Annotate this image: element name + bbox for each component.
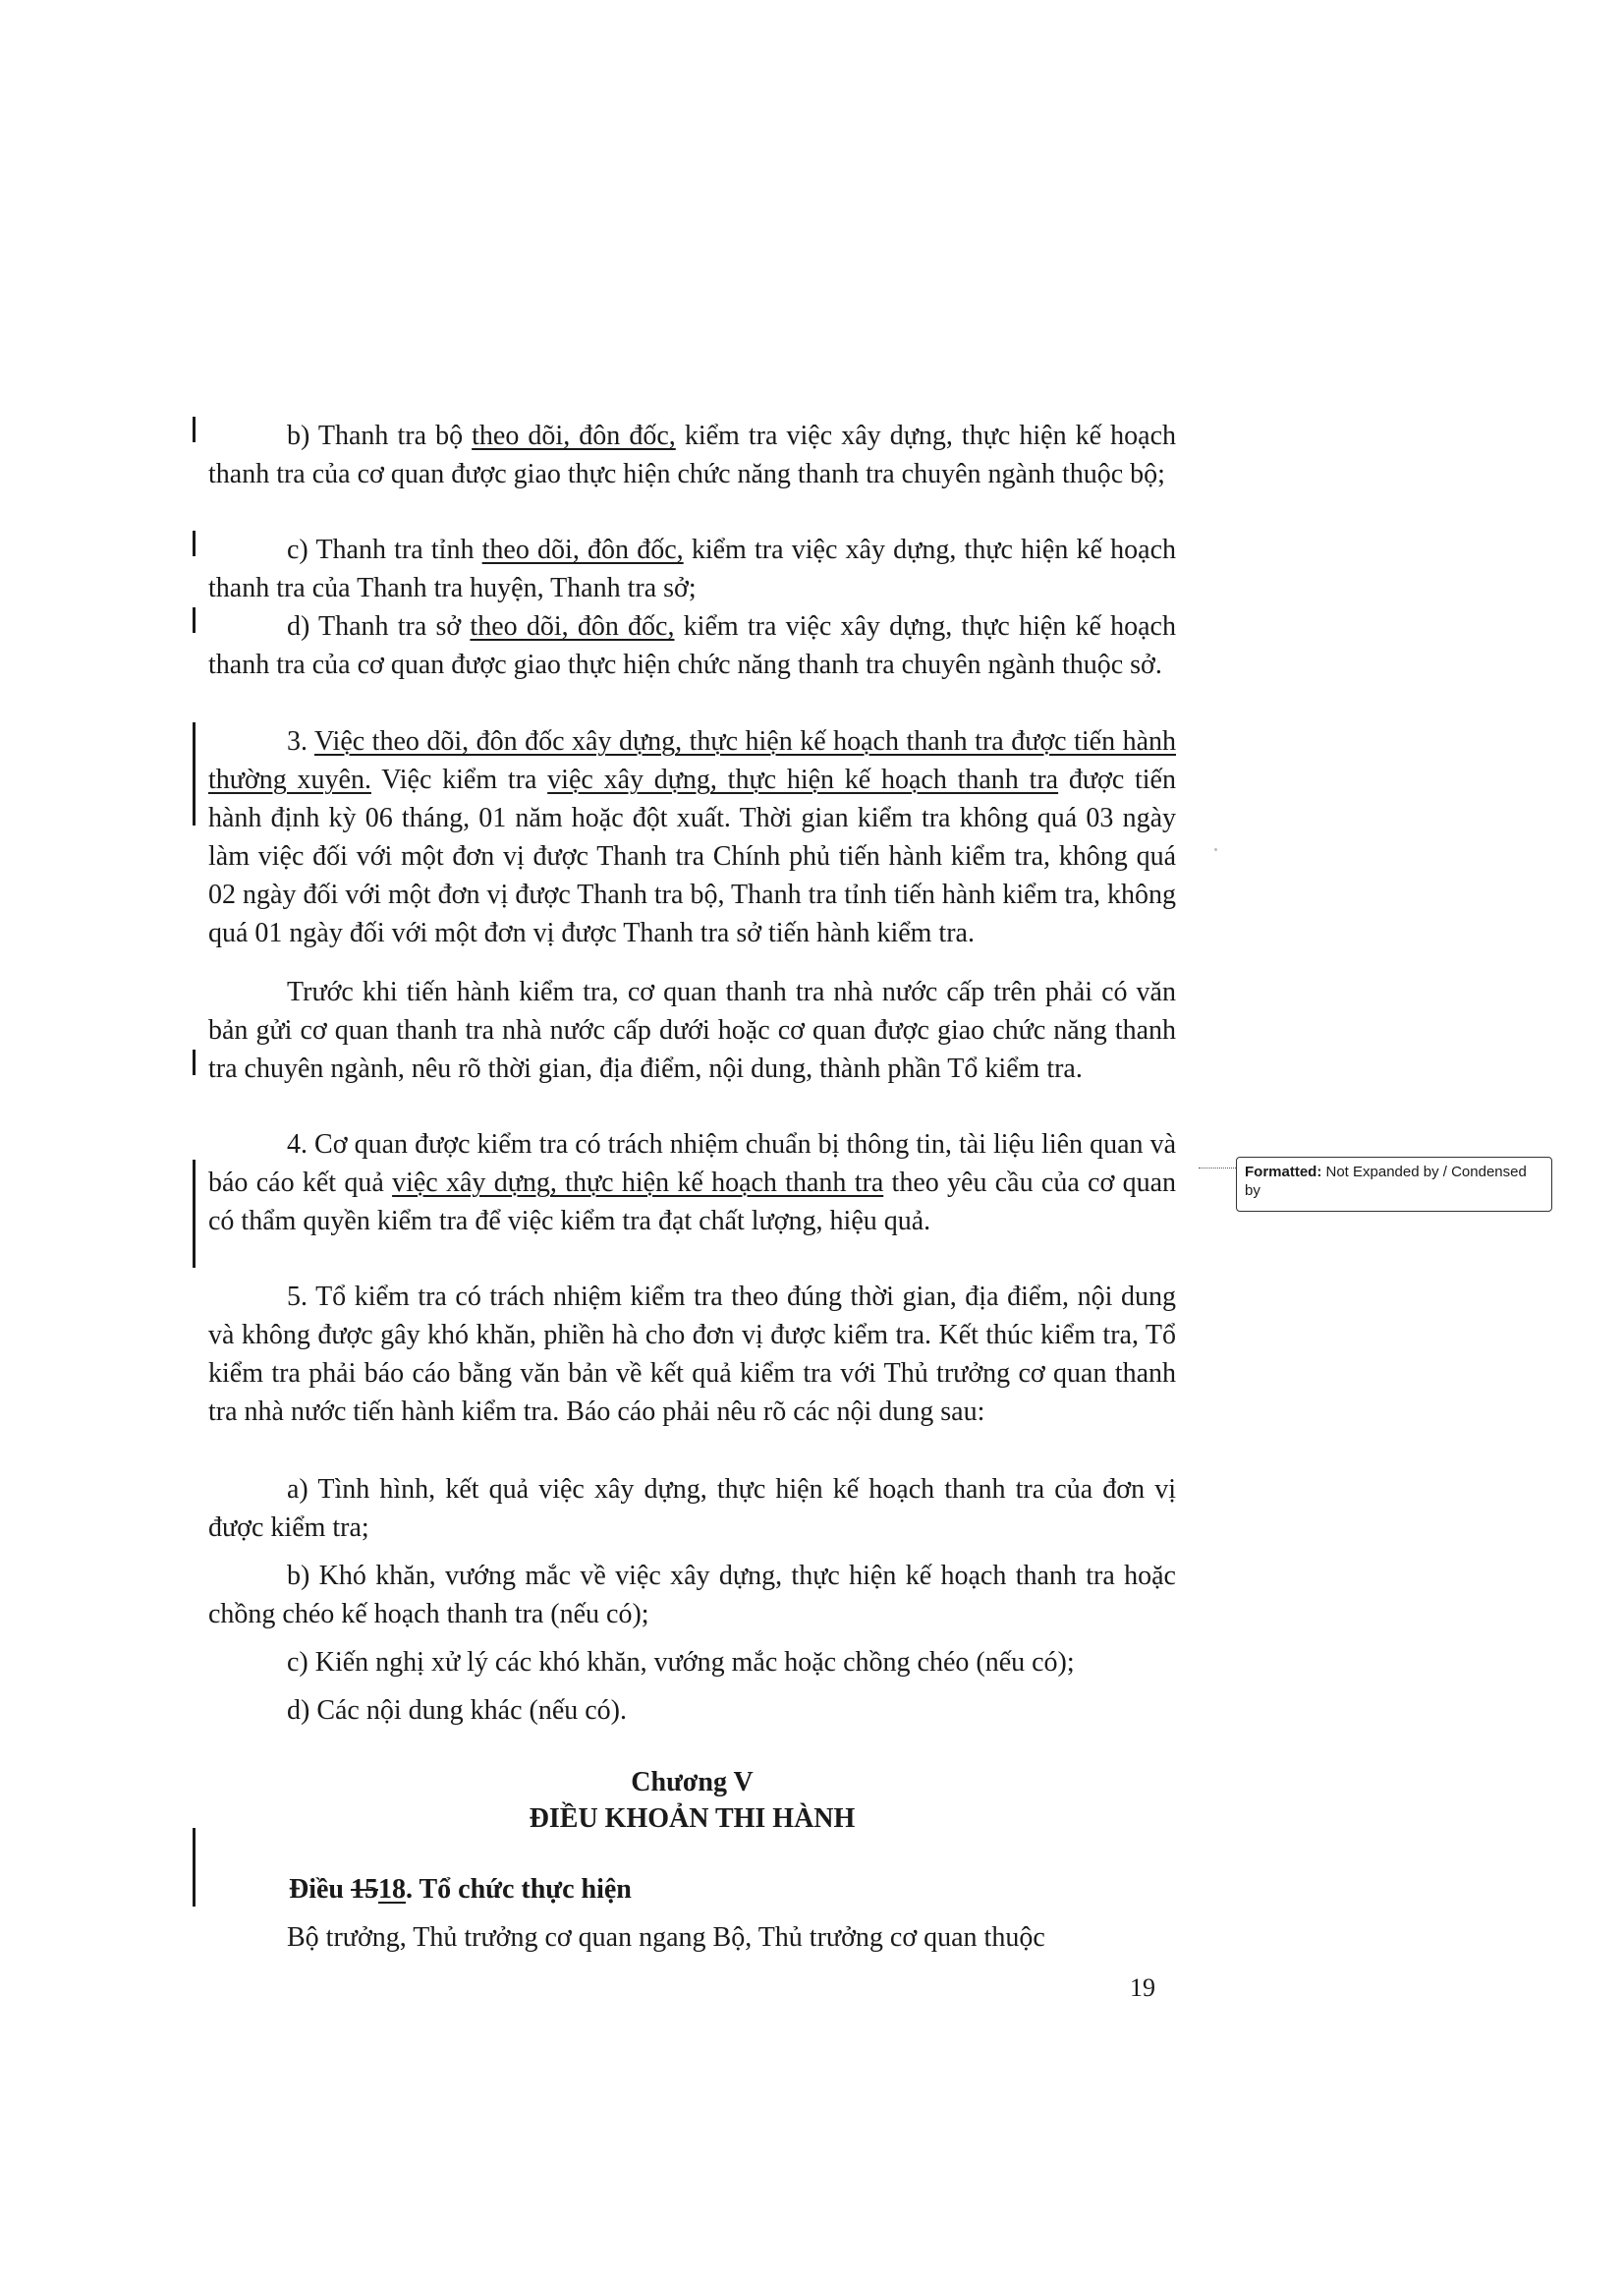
change-bar xyxy=(193,1050,196,1075)
margin-dot xyxy=(1214,848,1217,851)
paragraph-clause-3: 3. Việc theo dõi, đôn đốc xây dựng, thực hiện kế hoạch thanh tra được tiến hành thường xuyên. Việc kiểm tra việc xây dựng, thực hiện kế hoạch thanh tra được tiến hành định kỳ 06 tháng, 01 năm hoặc đột xuất. Thời gian kiểm tra không quá 03 ngày làm việc đối với một đơn vị được Thanh tra Chính phủ tiến hành kiểm tra, không quá 02 ngày đối với một đơn vị được Thanh tra bộ, Thanh tra tỉnh tiến hành kiểm tra, không quá 01 ngày đối với một đơn vị được Thanh tra sở tiến hành kiểm tra. xyxy=(208,726,1176,948)
paragraph-truoc-khi-kiem-tra: Trước khi tiến hành kiểm tra, cơ quan thanh tra nhà nước cấp trên phải có văn bản gửi cơ quan thanh tra nhà nước cấp dưới hoặc cơ quan được giao chức năng thanh tra chuyên ngành, nêu rõ thời gian, địa điểm, nội dung, thành phần Tổ kiểm tra. xyxy=(208,977,1176,1084)
paragraph-b-thanh-tra-bo: b) Thanh tra bộ theo dõi, đôn đốc, kiểm tra việc xây dựng, thực hiện kế hoạch thanh tra của cơ quan được giao thực hiện chức năng thanh tra chuyên ngành thuộc bộ; xyxy=(208,421,1176,489)
change-bar xyxy=(193,722,196,826)
change-bar xyxy=(193,607,196,633)
change-bar xyxy=(193,1160,196,1268)
paragraph-clause-4: 4. Cơ quan được kiểm tra có trách nhiệm chuẩn bị thông tin, tài liệu liên quan và báo cáo kết quả việc xây dựng, thực hiện kế hoạch thanh tra theo yêu cầu của cơ quan có thẩm quyền kiểm tra để việc kiểm tra đạt chất lượng, hiệu quả. xyxy=(208,1129,1176,1236)
comment-label: Formatted: xyxy=(1245,1164,1322,1180)
article-heading: Điều 1518. Tổ chức thực hiện xyxy=(289,1874,632,1905)
formatting-comment-balloon[interactable] xyxy=(1236,1157,1552,1212)
change-bar xyxy=(193,417,196,442)
paragraph-d-thanh-tra-so: d) Thanh tra sở theo dõi, đôn đốc, kiểm tra việc xây dựng, thực hiện kế hoạch thanh tra của cơ quan được giao thực hiện chức năng thanh tra chuyên ngành thuộc sở. xyxy=(208,611,1176,680)
paragraph-c-kien-nghi: c) Kiến nghị xử lý các khó khăn, vướng mắc hoặc chồng chéo (nếu có); xyxy=(287,1647,1075,1678)
chapter-title: ĐIỀU KHOẢN THI HÀNH xyxy=(529,1803,856,1834)
paragraph-c-thanh-tra-tinh: c) Thanh tra tỉnh theo dõi, đôn đốc, kiểm tra việc xây dựng, thực hiện kế hoạch thanh tra của Thanh tra huyện, Thanh tra sở; xyxy=(208,535,1176,603)
comment-text: Not Expanded by / Condensed by xyxy=(1245,1164,1527,1199)
paragraph-clause-5: 5. Tổ kiểm tra có trách nhiệm kiểm tra theo đúng thời gian, địa điểm, nội dung và không được gây khó khăn, phiền hà cho đơn vị được kiểm tra. Kết thúc kiểm tra, Tổ kiểm tra phải báo cáo bằng văn bản về kết quả kiểm tra với Thủ trưởng cơ quan thanh tra nhà nước tiến hành kiểm tra. Báo cáo phải nêu rõ các nội dung sau: xyxy=(208,1282,1176,1427)
change-bar xyxy=(193,531,196,556)
page-number: 19 xyxy=(1130,1973,1155,2002)
chapter-number: Chương V xyxy=(631,1767,754,1797)
paragraph-b-kho-khan: b) Khó khăn, vướng mắc về việc xây dựng, thực hiện kế hoạch thanh tra hoặc chồng chéo kế hoạch thanh tra (nếu có); xyxy=(208,1561,1176,1629)
paragraph-d-noi-dung-khac: d) Các nội dung khác (nếu có). xyxy=(287,1695,627,1726)
paragraph-bo-truong: Bộ trưởng, Thủ trưởng cơ quan ngang Bộ, Thủ trưởng cơ quan thuộc xyxy=(287,1922,1045,1953)
paragraph-a-tinh-hinh: a) Tình hình, kết quả việc xây dựng, thực hiện kế hoạch thanh tra của đơn vị được kiểm tra; xyxy=(208,1474,1176,1543)
change-bar xyxy=(193,1828,196,1907)
